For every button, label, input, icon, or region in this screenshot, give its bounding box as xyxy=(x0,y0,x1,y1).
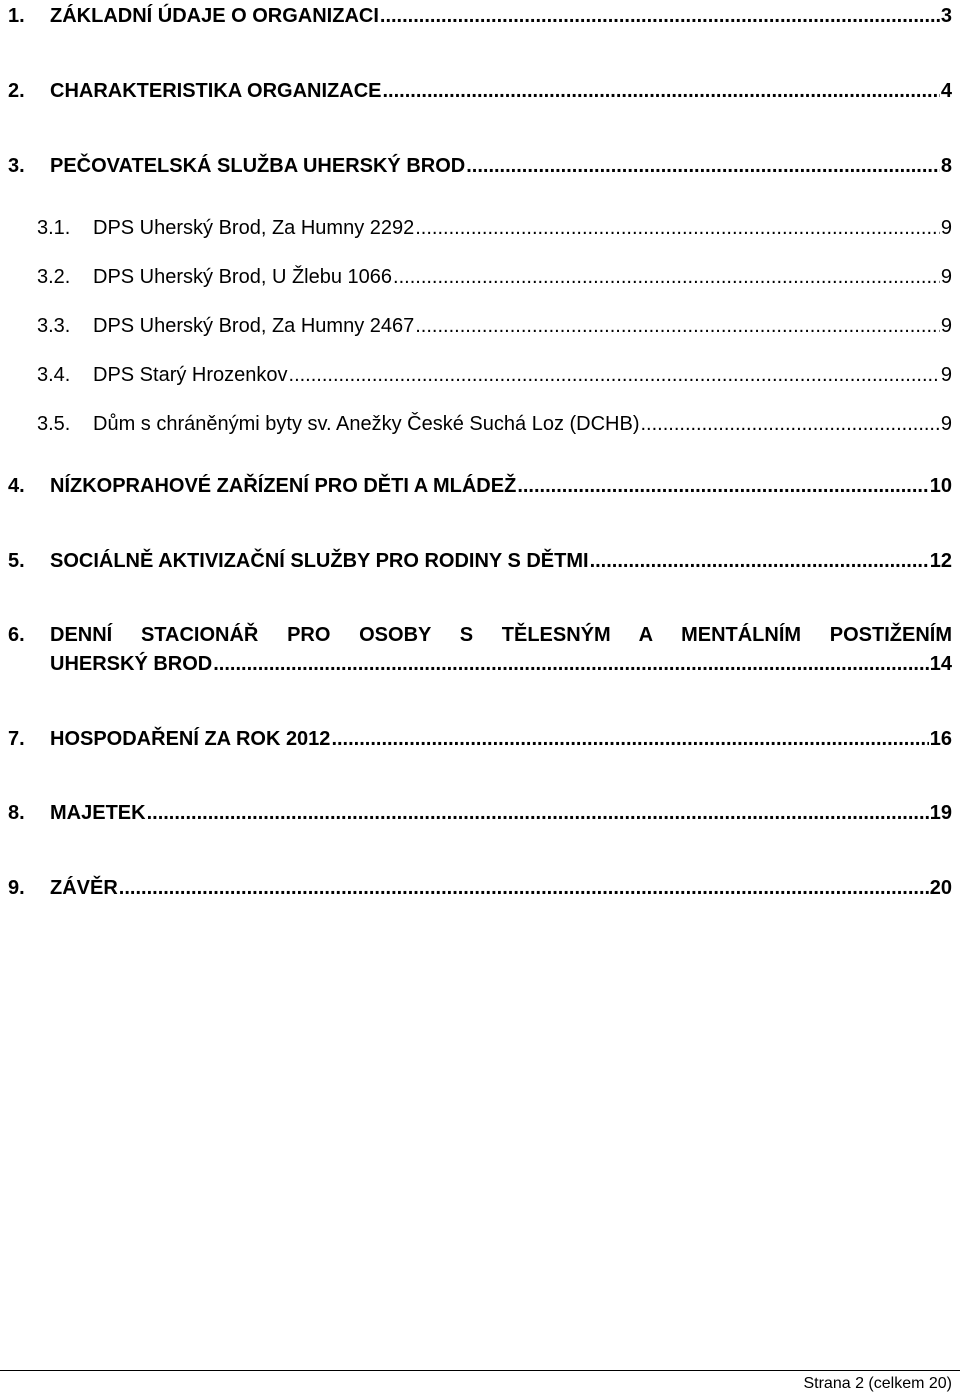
toc-entry-2[interactable] xyxy=(8,77,952,105)
toc-leader-dots xyxy=(213,650,929,678)
toc-entry-title: DPS Uherský Brod, Za Humny 2292 xyxy=(93,217,415,239)
toc-leader-dots xyxy=(466,152,940,180)
toc-entry-4[interactable] xyxy=(8,472,952,500)
toc-entry-3-1[interactable] xyxy=(37,214,952,242)
toc-entry-7[interactable] xyxy=(8,725,952,753)
toc-entry-title: CHARAKTERISTIKA ORGANIZACE xyxy=(50,80,382,102)
toc-entry-title: DENNÍ STACIONÁŘ PRO OSOBY S TĚLESNÝM A MENTÁLNÍM POSTIŽENÍM xyxy=(50,624,952,646)
toc-leader-dots xyxy=(415,214,940,242)
toc-entry-title: Dům s chráněnými byty sv. Anežky České Suchá Loz (DCHB) xyxy=(93,413,640,435)
toc-leader-dots xyxy=(289,361,940,389)
toc-entry-page: 16 xyxy=(929,728,952,750)
toc-entry-page: 9 xyxy=(940,266,952,288)
toc-entry-page: 9 xyxy=(940,315,952,337)
toc-entry-number: 4. xyxy=(8,475,25,497)
toc-leader-dots xyxy=(517,472,928,500)
toc-entry-number: 2. xyxy=(8,80,25,102)
toc-entry-3-5[interactable] xyxy=(37,410,952,438)
toc-leader-dots xyxy=(382,77,939,105)
toc-entry-1[interactable] xyxy=(8,2,952,30)
toc-entry-page: 10 xyxy=(929,475,952,497)
toc-entry-page: 9 xyxy=(940,413,952,435)
toc-entry-page: 9 xyxy=(940,217,952,239)
toc-entry-title: DPS Uherský Brod, U Žlebu 1066 xyxy=(93,266,393,288)
toc-entry-number: 9. xyxy=(8,877,25,899)
toc-entry-9[interactable] xyxy=(8,874,952,902)
toc-entry-3-3[interactable] xyxy=(37,312,952,340)
toc-entry-number: 3. xyxy=(8,155,25,177)
toc-entry-3[interactable] xyxy=(8,152,952,180)
toc-entry-title: SOCIÁLNĚ AKTIVIZAČNÍ SLUŽBY PRO RODINY S DĚTMI xyxy=(50,550,589,572)
toc-entry-number: 6. xyxy=(8,624,25,646)
toc-entry-title: HOSPODAŘENÍ ZA ROK 2012 xyxy=(50,728,331,750)
footer-divider xyxy=(0,1370,960,1371)
toc-entry-title: MAJETEK xyxy=(50,802,146,824)
toc-entry-8[interactable] xyxy=(8,799,952,827)
toc-entry-title: NÍZKOPRAHOVÉ ZAŘÍZENÍ PRO DĚTI A MLÁDEŽ xyxy=(50,475,517,497)
toc-entry-page: 14 xyxy=(929,653,952,675)
toc-entry-title: PEČOVATELSKÁ SLUŽBA UHERSKÝ BROD xyxy=(50,155,466,177)
toc-entry-6-line2[interactable] xyxy=(50,650,952,678)
toc-entry-3-2[interactable] xyxy=(37,263,952,291)
toc-leader-dots xyxy=(119,874,929,902)
toc-entry-page: 20 xyxy=(929,877,952,899)
toc-entry-title-continued: UHERSKÝ BROD xyxy=(50,653,213,675)
toc-entry-number: 3.5. xyxy=(37,413,71,435)
toc-entry-page: 4 xyxy=(940,80,952,102)
toc-entry-page: 9 xyxy=(940,364,952,386)
toc-entry-6-line1[interactable] xyxy=(8,621,952,649)
toc-leader-dots xyxy=(640,410,939,438)
toc-entry-number: 5. xyxy=(8,550,25,572)
toc-entry-title: ZÁKLADNÍ ÚDAJE O ORGANIZACI xyxy=(50,5,379,27)
toc-leader-dots xyxy=(415,312,940,340)
toc-entry-number: 7. xyxy=(8,728,25,750)
toc-leader-dots xyxy=(147,799,929,827)
toc-leader-dots xyxy=(590,547,929,575)
toc-entry-3-4[interactable] xyxy=(37,361,952,389)
toc-entry-number: 3.1. xyxy=(37,217,71,239)
toc-leader-dots xyxy=(331,725,928,753)
toc-entry-title: DPS Uherský Brod, Za Humny 2467 xyxy=(93,315,415,337)
toc-entry-5[interactable] xyxy=(8,547,952,575)
toc-entry-title: DPS Starý Hrozenkov xyxy=(93,364,288,386)
toc-leader-dots xyxy=(393,263,940,291)
toc-entry-number: 3.2. xyxy=(37,266,71,288)
toc-entry-number: 3.4. xyxy=(37,364,71,386)
footer-page-label: Strana 2 (celkem 20) xyxy=(803,1375,952,1392)
toc-entry-number: 8. xyxy=(8,802,25,824)
toc-entry-page: 8 xyxy=(940,155,952,177)
toc-leader-dots xyxy=(380,2,940,30)
toc-entry-number: 3.3. xyxy=(37,315,71,337)
toc-entry-page: 3 xyxy=(940,5,952,27)
toc-entry-number: 1. xyxy=(8,5,25,27)
toc-entry-page: 12 xyxy=(929,550,952,572)
toc-entry-title: ZÁVĚR xyxy=(50,877,118,899)
toc-entry-page: 19 xyxy=(929,802,952,824)
